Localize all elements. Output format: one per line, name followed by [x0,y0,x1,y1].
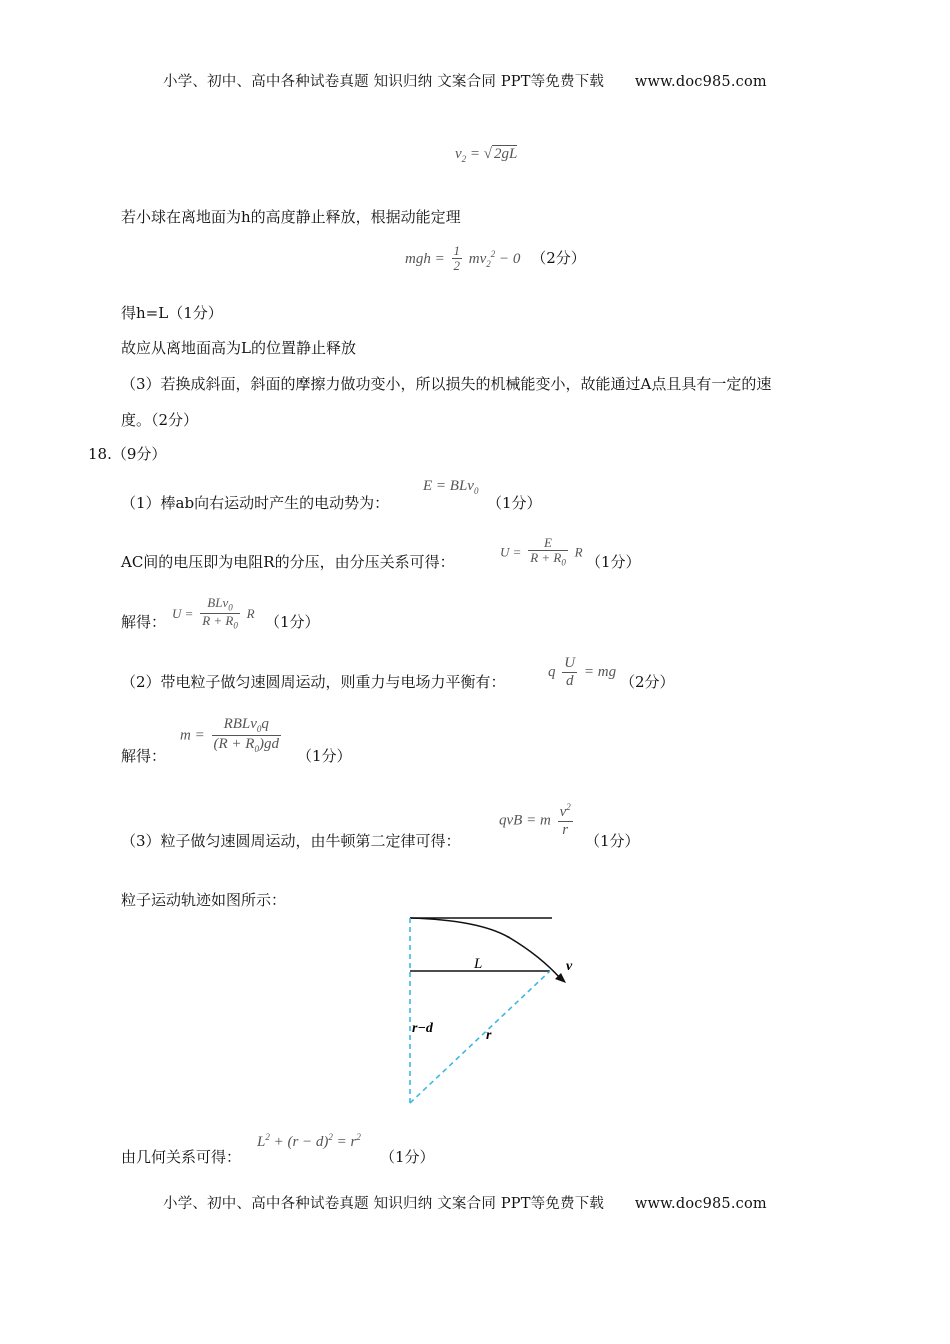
label-L: L [474,956,483,972]
equation-mass: m = $\frac{RBLv_0q}{(R + R_0)gd}$ [180,716,279,754]
paragraph-6: （3）粒子做匀速圆周运动，由牛顿第二定律可得： [121,832,461,850]
paragraph-1-text: （1）棒ab向右运动时产生的电动势为： [121,494,390,512]
trajectory-diagram [400,908,590,1113]
score-p4: （2分） [620,673,675,691]
score-p6: （1分） [585,832,640,850]
text-line-5: 度。（2分） [121,411,199,429]
score-p3: （1分） [265,613,320,631]
score-p5: （1分） [297,747,352,765]
paragraph-1 [121,492,389,513]
text-line-2: 得h=L（1分） [121,304,223,322]
paragraph-5: 解得： [121,747,167,765]
equation-geometry: $L^2 + (r - d)^2 = r^2$ [257,1132,361,1150]
equation-newton: qvB = m $\frac{v^2}{r}$ [499,802,571,838]
equation-v2: $v_2$ = √ 2gL [455,146,518,164]
label-r: r [486,1028,492,1043]
equation-emf: E = BLv$_0$ [423,478,479,496]
text-line-4: （3）若换成斜面，斜面的摩擦力做功变小，所以损失的机械能变小，故能通过A点且具有一定的速 [121,375,772,393]
text-line-3: 故应从离地面高为L的位置静止释放 [121,339,356,357]
equation-u: U = $\frac{BLv_0}{R + R_0}$ R [172,595,255,632]
score-p8: （1分） [380,1148,435,1166]
equation-balance: q $\frac{U}{d}$ = mg [548,655,617,689]
radius-hypotenuse-dashed [410,971,550,1103]
label-r-minus-d: r−d [412,1021,433,1036]
footer-url: www.doc985.com [634,1196,767,1212]
score-p1: （1分） [487,494,542,512]
label-v: v [566,959,573,974]
page-header [163,70,767,91]
header-text: 小学、初中、高中各种试卷真题 知识归纳 文案合同 PPT等免费下载 [163,74,605,90]
particle-trajectory [410,918,560,978]
paragraph-2: AC间的电压即为电阻R的分压，由分压关系可得： [121,553,455,571]
score-p2: （1分） [586,553,641,571]
paragraph-3: 解得： [121,613,167,631]
score-2: （2分） [531,248,586,267]
question-18-title: 18.（9分） [88,445,167,463]
page-footer [163,1192,767,1213]
paragraph-4: （2）带电粒子做匀速圆周运动，则重力与电场力平衡有： [121,673,506,691]
paragraph-8: 由几何关系可得： [121,1148,242,1166]
footer-text: 小学、初中、高中各种试卷真题 知识归纳 文案合同 PPT等免费下载 [163,1196,605,1212]
equation-divider: U = $\frac{E}{R + R_0}$ R [500,535,583,568]
equation-energy: mgh = $\frac{1}{2}$ $mv_2^2 - 0$ （2分） [405,243,586,274]
header-url: www.doc985.com [634,74,767,90]
text-line-1: 若小球在离地面为h的高度静止释放，根据动能定理 [121,208,461,226]
paragraph-7: 粒子运动轨迹如图所示： [121,891,287,909]
